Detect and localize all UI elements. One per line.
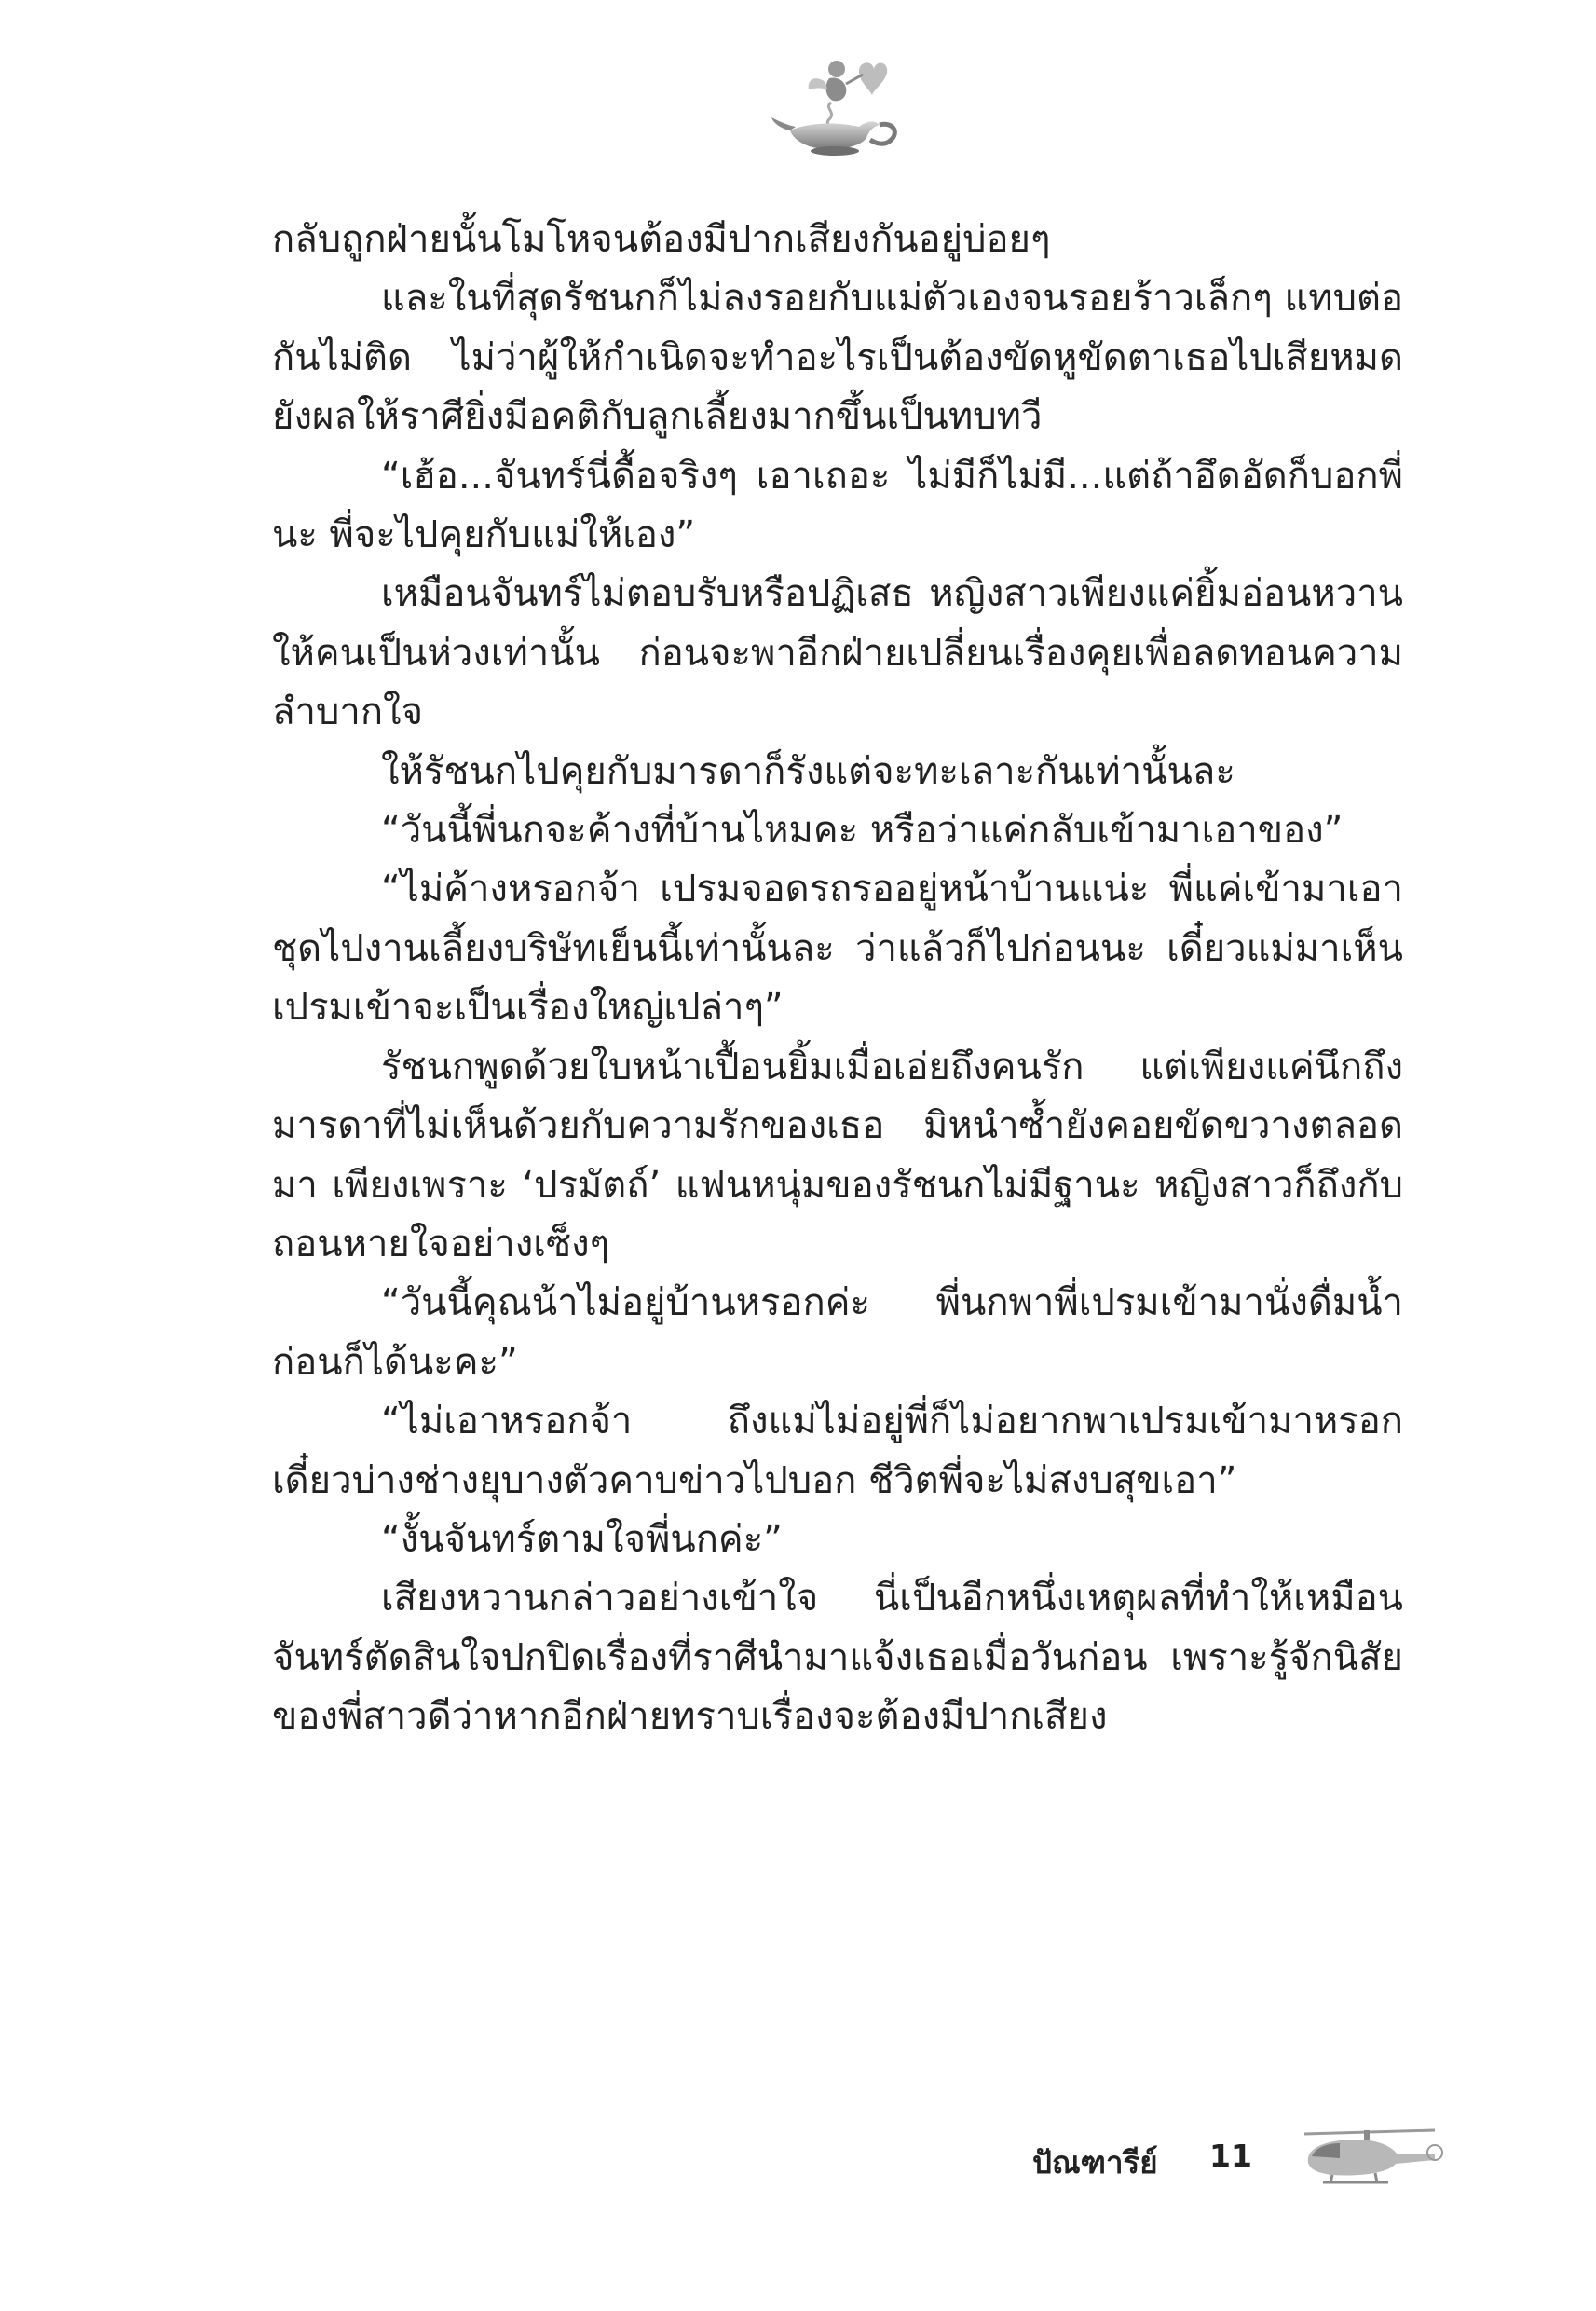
paragraph: เสียงหวานกล่าวอย่างเข้าใจ นี่เป็นอีกหนึ่งเหตุผลที่ทำให้เหมือนจันทร์ตัดสินใจปกปิดเรื่องที่ราศีนำมาแจ้งเธอเมื่อวันก่อน เพราะรู้จักนิสัยของพี่สาวดีว่าหากอีกฝ่ายทราบเรื่องจะต้องมีปากเสียง <box>272 1577 1403 1739</box>
paragraph: รัชนกพูดด้วยใบหน้าเปื้อนยิ้มเมื่อเอ่ยถึงคนรัก แต่เพียงแค่นึกถึงมารดาที่ไม่เห็นด้วยกับความรักของเธอ มิหนำซ้ำยังคอยขัดขวางตลอดมา เพียงเพราะ ‘ปรมัตถ์’ แฟนหนุ่มของรัชนกไม่มีฐานะ หญิงสาวก็ถึงกับถอนหายใจอย่างเซ็งๆ <box>272 1045 1403 1265</box>
page-number: 11 <box>1209 2138 1252 2174</box>
paragraph: “งั้นจันทร์ตามใจพี่นกค่ะ” <box>381 1517 783 1561</box>
paragraph: และในที่สุดรัชนกก็ไม่ลงรอยกับแม่ตัวเองจนรอยร้าวเล็กๆ แทบต่อกันไม่ติด ไม่ว่าผู้ให้กำเนิดจะทำอะไรเป็นต้องขัดหูขัดตาเธอไปเสียหมด ยังผลให้ราศียิ่งมีอคติกับลูกเลี้ยงมากขึ้นเป็นทบทวี <box>272 277 1403 439</box>
page-footer <box>1032 2121 1480 2195</box>
helicopter-icon <box>1295 2121 1444 2186</box>
genie-lamp-icon <box>770 54 909 158</box>
paragraph: กลับถูกฝ่ายนั้นโมโหจนต้องมีปากเสียงกันอยู่บ่อยๆ <box>272 218 1051 261</box>
paragraph: “วันนี้พี่นกจะค้างที่บ้านไหมคะ หรือว่าแค่กลับเข้ามาเอาของ” <box>381 809 1344 853</box>
paragraph: “เฮ้อ...จันทร์นี่ดื้อจริงๆ เอาเถอะ ไม่มีก็ไม่มี...แต่ถ้าอึดอัดก็บอกพี่นะ พี่จะไปคุยกับแม่ให้เอง” <box>272 454 1403 557</box>
book-title: ปัณฑารีย์ <box>1032 2144 1158 2181</box>
paragraph: “วันนี้คุณน้าไม่อยู่บ้านหรอกค่ะ พี่นกพาพี่เปรมเข้ามานั่งดื่มน้ำก่อนก็ได้นะคะ” <box>272 1281 1403 1384</box>
paragraph: ให้รัชนกไปคุยกับมารดาก็รังแต่จะทะเลาะกันเท่านั้นละ <box>381 749 1235 793</box>
paragraph: “ไม่เอาหรอกจ้า ถึงแม่ไม่อยู่พี่ก็ไม่อยากพาเปรมเข้ามาหรอก เดี๋ยวบ่างช่างยุบางตัวคาบข่าวไปบอก ชีวิตพี่จะไม่สงบสุขเอา” <box>272 1400 1403 1502</box>
body-text <box>272 211 1403 1747</box>
paragraph: เหมือนจันทร์ไม่ตอบรับหรือปฏิเสธ หญิงสาวเพียงแค่ยิ้มอ่อนหวานให้คนเป็นห่วงเท่านั้น ก่อนจะพาอีกฝ่ายเปลี่ยนเรื่องคุยเพื่อลดทอนความลำบากใจ <box>272 572 1403 734</box>
paragraph: “ไม่ค้างหรอกจ้า เปรมจอดรถรออยู่หน้าบ้านแน่ะ พี่แค่เข้ามาเอาชุดไปงานเลี้ยงบริษัทเย็นนี้เท่านั้นละ ว่าแล้วก็ไปก่อนนะ เดี๋ยวแม่มาเห็นเปรมเข้าจะเป็นเรื่องใหญ่เปล่าๆ” <box>272 868 1403 1030</box>
